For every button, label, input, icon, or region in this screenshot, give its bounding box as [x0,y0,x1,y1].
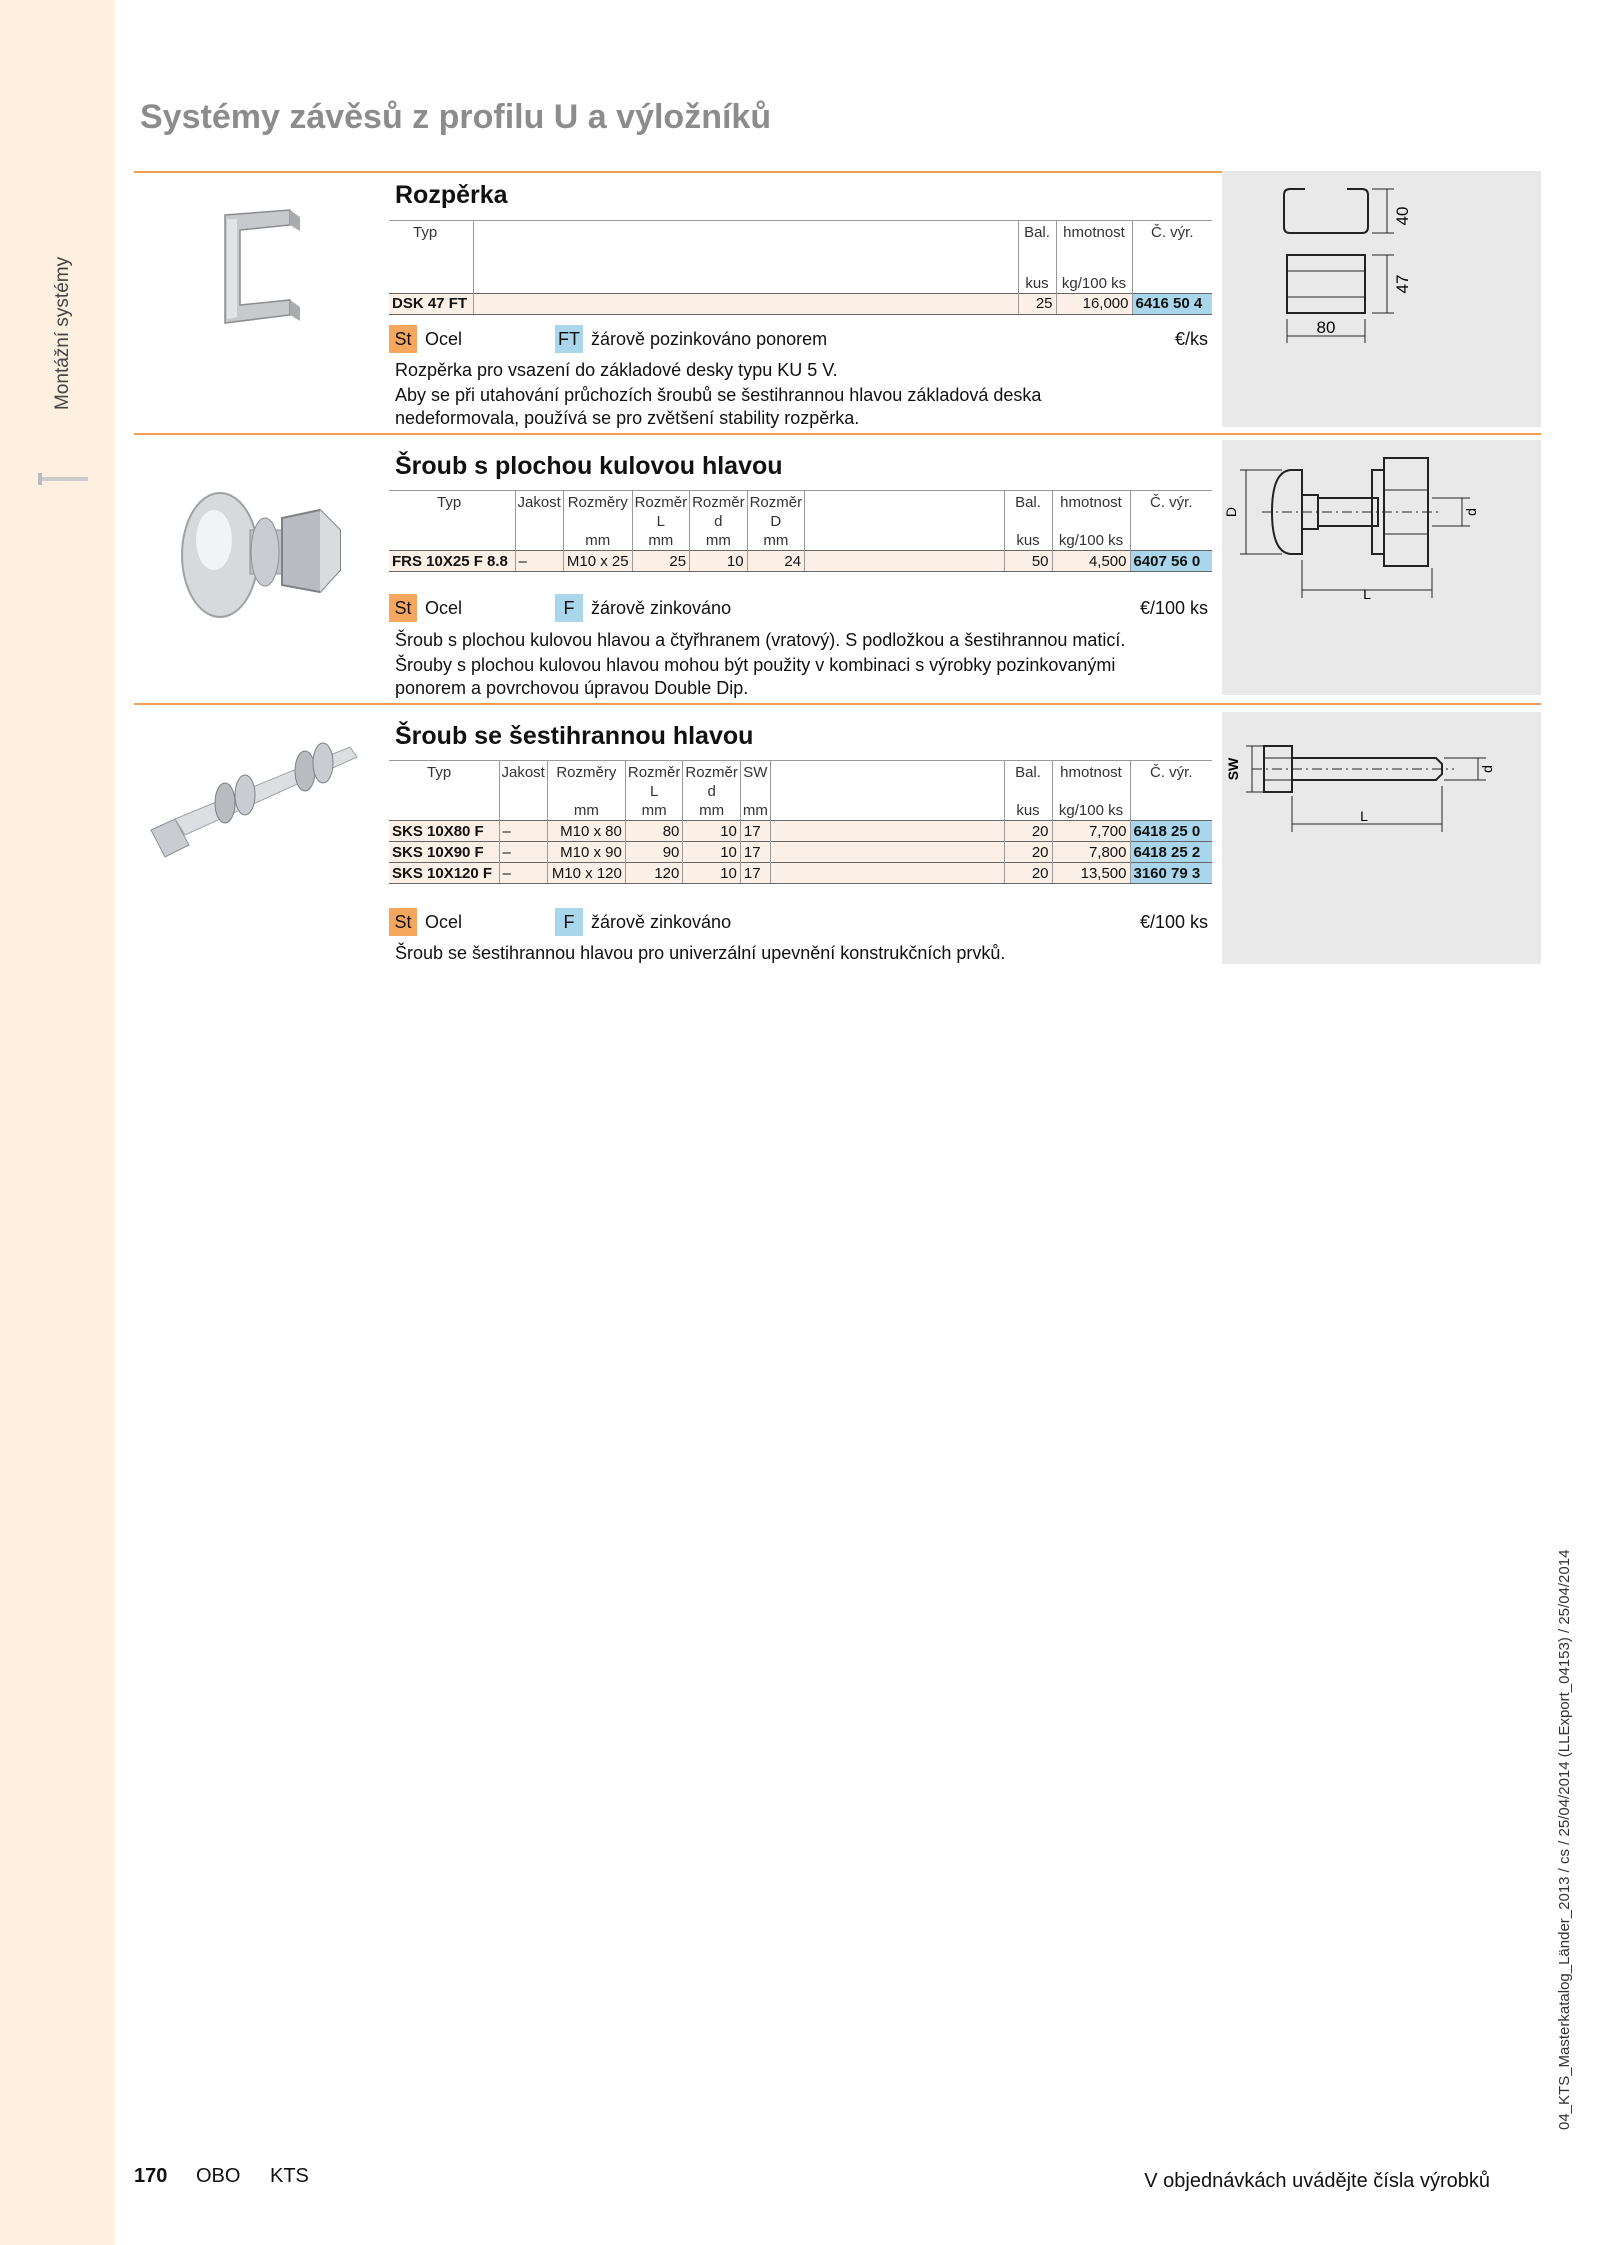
price-unit: €/100 ks [1139,912,1208,932]
cell-typ: SKS 10X80 F [389,821,499,842]
finish-label: žárově pozinkováno ponorem [591,329,828,349]
product-table [389,220,1212,315]
cell-code: 6418 25 2 [1130,842,1212,863]
cell-D: 24 [747,551,805,572]
col-typ: Typ [389,491,515,532]
cell-hmotnost: 4,500 [1052,551,1130,572]
dim-40: 40 [1393,206,1412,226]
cell-d: 10 [690,551,748,572]
cell-typ: SKS 10X120 F [389,863,499,884]
cell-sw: 17 [740,863,770,884]
unit-kus: kus [1004,531,1052,551]
col-rozmery: Rozměry [547,761,625,802]
cell-rozmery: M10 x 80 [547,821,625,842]
dim-L: L [1360,808,1368,824]
description-line: Šrouby s plochou kulovou hlavou mohou být použity v kombinaci s výrobky pozinkovanými ponorem a povrchovou úpravou Double Dip. [395,655,1116,698]
cell-rozmery: M10 x 25 [563,551,632,572]
cell-code: 6416 50 4 [1132,293,1212,314]
unit-mm: mm [683,801,741,821]
unit-mm: mm [690,531,748,551]
cell-bal: 50 [1004,551,1052,572]
col-jakost: Jakost [499,761,547,802]
material-label: Ocel [425,329,463,349]
cell-hmotnost: 7,700 [1052,821,1130,842]
dim-d: d [1463,508,1479,516]
cell-hmotnost: 13,500 [1052,863,1130,884]
cell-typ: DSK 47 FT [389,293,473,314]
cell-jakost: – [515,551,563,572]
dim-80: 80 [1316,318,1336,337]
side-label: Montážní systémy [52,256,73,410]
description [395,359,1195,430]
cell-d: 10 [683,842,741,863]
material-label: Ocel [425,912,463,932]
cell-hmotnost: 7,800 [1052,842,1130,863]
table-row [389,821,1212,842]
unit-kus: kus [1018,242,1056,293]
table-row [389,863,1212,884]
cell-code: 6418 25 0 [1130,821,1212,842]
technical-drawing [1222,712,1541,964]
col-bal: Bal. [1018,221,1056,243]
bolt-icon [36,470,90,488]
col-rozmer-l: Rozměr L [632,491,690,532]
material-row [389,594,1212,622]
hex-bolt-photo [145,735,360,870]
cell-bal: 20 [1004,863,1052,884]
description [395,942,1195,965]
unit-kg: kg/100 ks [1052,801,1130,821]
dim-L: L [1363,586,1371,602]
material-row [389,908,1212,936]
dim-d: d [1479,765,1495,773]
description-line: Šroub s plochou kulovou hlavou a čtyřhranem (vratový). S podložkou a šestihrannou maticí. [395,630,1126,650]
col-hmotnost: hmotnost [1052,761,1130,802]
cell-sw: 17 [740,842,770,863]
section-title: Šroub se šestihrannou hlavou [395,722,754,750]
table-row [389,842,1212,863]
col-hmotnost: hmotnost [1052,491,1130,532]
unit-kg: kg/100 ks [1052,531,1130,551]
footer-brand: OBO [196,2165,241,2187]
cell-bal: 25 [1018,293,1056,314]
material-badge: St [389,908,417,936]
col-rozmery: Rozměry [563,491,632,532]
cell-bal: 20 [1004,821,1052,842]
description [395,629,1195,700]
col-hmotnost: hmotnost [1056,221,1132,243]
unit-mm: mm [747,531,805,551]
cell-rozmery: M10 x 120 [547,863,625,884]
cell-code: 6407 56 0 [1130,551,1212,572]
cell-typ: FRS 10X25 F 8.8 [389,551,515,572]
cell-d: 10 [683,821,741,842]
technical-drawing [1222,171,1541,427]
footer-section: KTS [270,2165,309,2187]
cell-jakost: – [499,821,547,842]
cell-typ: SKS 10X90 F [389,842,499,863]
finish-label: žárově zinkováno [591,912,732,932]
cell-l: 25 [632,551,690,572]
description-line: Šroub se šestihrannou hlavou pro univerzální upevnění konstrukčních prvků. [395,943,1006,963]
material-label: Ocel [425,598,463,618]
finish-badge: F [555,908,583,936]
finish-badge: F [555,594,583,622]
table-row [389,293,1212,314]
col-typ: Typ [389,221,473,243]
finish-label: žárově zinkováno [591,598,732,618]
unit-kus: kus [1004,801,1052,821]
footer-note: V objednávkách uvádějte čísla výrobků [1144,2170,1490,2192]
page-number: 170 [134,2165,168,2187]
material-badge: St [389,594,417,622]
unit-mm: mm [625,801,683,821]
product-table [389,760,1212,884]
col-cislo: Č. výr. [1132,221,1212,243]
cell-d: 10 [683,863,741,884]
col-bal: Bal. [1004,761,1052,802]
cell-l: 120 [625,863,683,884]
dim-D: D [1223,506,1239,518]
material-badge: St [389,325,417,353]
col-rozmer-D: Rozměr D [747,491,805,532]
material-row [389,325,1212,353]
price-unit: €/ks [1174,329,1208,349]
cell-jakost: – [499,842,547,863]
description-line: Aby se při utahování průchozích šroubů se šestihrannou hlavou základová deska nedeformovala, používá se pro zvětšení stability rozpěrka. [395,385,1042,428]
product-table [389,490,1212,572]
cell-code: 3160 79 3 [1130,863,1212,884]
technical-drawing [1222,440,1541,695]
cell-jakost: – [499,863,547,884]
cell-l: 90 [625,842,683,863]
col-sw: SW [740,761,770,802]
dim-SW: SW [1225,757,1241,781]
col-rozmer-d: Rozměr d [683,761,741,802]
col-jakost: Jakost [515,491,563,532]
table-row [389,551,1212,572]
section-title: Rozpěrka [395,181,508,209]
col-cislo: Č. výr. [1130,491,1212,532]
description-line: Rozpěrka pro vsazení do základové desky typu KU 5 V. [395,360,838,380]
print-meta: 04_KTS_Masterkatalog_Länder_2013 / cs / 25/04/2014 (LLExport_04153) / 25/04/2014 [1556,1549,1573,2130]
cell-l: 80 [625,821,683,842]
dim-47: 47 [1393,274,1412,294]
page-title: Systémy závěsů z profilu U a výložníků [140,98,772,136]
unit-kg: kg/100 ks [1056,242,1132,293]
unit-mm: mm [547,801,625,821]
section-divider [134,703,1541,705]
cell-rozmery: M10 x 90 [547,842,625,863]
col-rozmer-d: Rozměr d [690,491,748,532]
col-rozmer-l: Rozměr L [625,761,683,802]
col-typ: Typ [389,761,499,802]
col-bal: Bal. [1004,491,1052,532]
spacer-photo [215,205,305,330]
finish-badge: FT [555,325,583,353]
cell-hmotnost: 16,000 [1056,293,1132,314]
price-unit: €/100 ks [1139,598,1208,618]
cell-sw: 17 [740,821,770,842]
section-title: Šroub s plochou kulovou hlavou [395,452,783,480]
unit-mm: mm [563,531,632,551]
unit-mm: mm [632,531,690,551]
carriage-bolt-photo [170,470,345,630]
cell-bal: 20 [1004,842,1052,863]
section-divider [134,433,1541,435]
unit-mm: mm [740,801,770,821]
col-cislo: Č. výr. [1130,761,1212,802]
